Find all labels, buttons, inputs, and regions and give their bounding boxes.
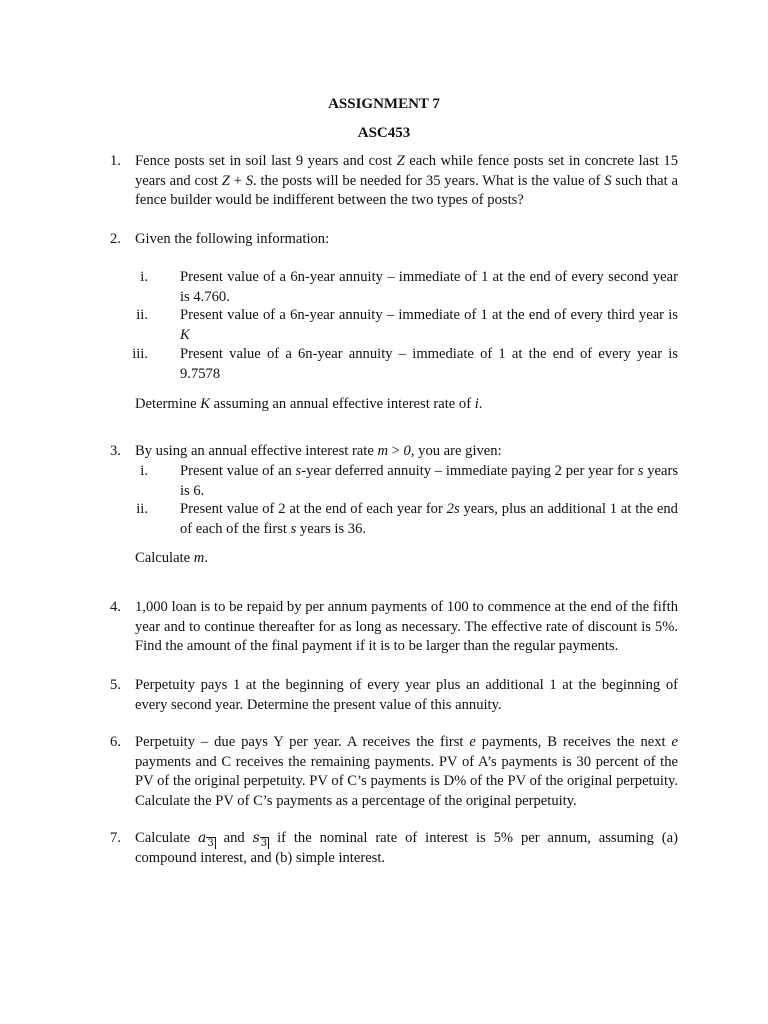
question-text: By using an annual effective interest rate m > 0, you are given: <box>135 443 502 459</box>
question-5 <box>112 676 678 715</box>
question-number: 2. <box>110 231 121 247</box>
question-2-determine: Determine K assuming an annual effective interest rate of i. <box>135 396 483 412</box>
course-code: ASC453 <box>357 125 411 141</box>
question-2 <box>112 230 678 250</box>
list-item: i. Present value of a 6n-year annuity – immediate of 1 at the end of every second year is 4.760. <box>140 269 678 305</box>
annuity-symbol-a: $a_3$ <box>198 830 214 849</box>
question-text: Calculate $a_3$ and $s_3$ if the nominal rate of interest is 5% per annum, assuming (a) compound interest, and (b) simple interest. <box>135 830 678 866</box>
question-3 <box>112 442 678 462</box>
list-item: iii. Present value of a 6n-year annuity – immediate of 1 at the end of every year is 9.7578 <box>132 346 678 382</box>
list-item: ii. Present value of a 6n-year annuity – immediate of 1 at the end of every third year is K <box>136 307 678 343</box>
question-text: Perpetuity pays 1 at the beginning of every year plus an additional 1 at the beginning of every second year. Determine the present value of this annuity. <box>135 677 678 713</box>
question-number: 3. <box>110 443 121 459</box>
question-7 <box>112 829 678 868</box>
question-number: 6. <box>110 734 121 750</box>
question-3-calculate: Calculate m. <box>135 550 208 566</box>
question-text: Given the following information: <box>135 231 330 247</box>
accumulation-symbol-s: $s_3$ <box>252 830 268 849</box>
list-item: i. Present value of an s-year deferred annuity – immediate paying 2 per year for s years is 6. <box>140 463 678 499</box>
question-6 <box>112 733 678 811</box>
question-number: 4. <box>110 599 121 615</box>
question-1 <box>112 152 678 211</box>
question-text: 1,000 loan is to be repaid by per annum payments of 100 to commence at the end of the fifth year and to continue thereafter for as long as necessary. The effective rate of discount is 5%. Find the amount of the final payment if it is to be larger than the regular payments. <box>135 599 678 654</box>
list-item: ii. Present value of 2 at the end of each year for 2s years, plus an additional 1 at the end of each of the first s years is 36. <box>136 501 678 537</box>
question-number: 1. <box>110 153 121 169</box>
assignment-title: ASSIGNMENT 7 <box>328 96 440 112</box>
question-4 <box>112 598 678 657</box>
question-text: Fence posts set in soil last 9 years and cost Z each while fence posts set in concrete last 15 years and cost Z + S. the posts will be needed for 35 years. What is the value of S such that a fence builder would be indifferent between the two types of posts? <box>135 153 678 208</box>
question-text: Perpetuity – due pays Y per year. A receives the first e payments, B receives the next e payments and C receives the remaining payments. PV of A’s payments is 30 percent of the PV of the original perpetuity. PV of C’s payments is D% of the PV of the original perpetuity. Calculate the PV of C’s payments as a percentage of the original perpetuity. <box>135 734 678 809</box>
question-number: 7. <box>110 830 121 846</box>
question-number: 5. <box>110 677 121 693</box>
